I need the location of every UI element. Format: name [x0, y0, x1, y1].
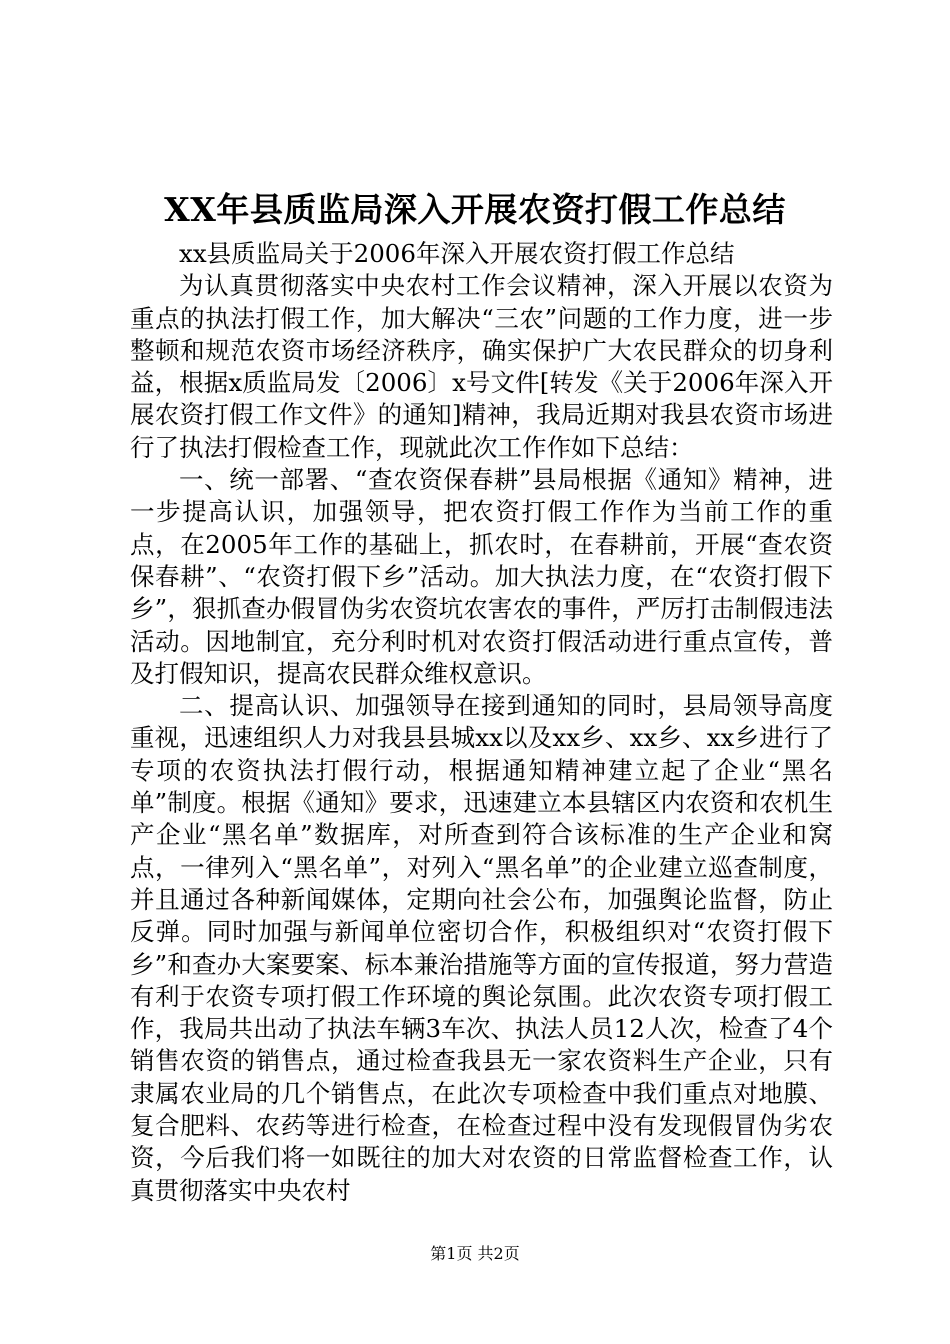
page-footer: 第1页 共2页	[430, 1244, 520, 1263]
paragraph-section-2: 二、提高认识、加强领导在接到通知的同时，县局领导高度重视，迅速组织人力对我县县城xx以及xx乡、xx乡、xx乡进行了专项的农资执法打假行动，根据通知精神建立起了企业“黑名单”制度。根据《通知》要求，迅速建立本县辖区内农资和农机生产企业“黑名单”数据库，对所查到符合该标准的生产企业和窝点，一律列入“黑名单”，对列入“黑名单”的企业建立巡查制度，并且通过各种新闻媒体，定期向社会公布，加强舆论监督，防止反弹。同时加强与新闻单位密切合作，积极组织对“农资打假下乡”和查办大案要案、标本兼治措施等方面的宣传报道，努力营造有利于农资专项打假工作环境的舆论氛围。此次农资专项打假工作，我局共出动了执法车辆3车次、执法人员12人次，检查了4个销售农资的销售点，通过检查我县无一家农资料生产企业，只有隶属农业局的几个销售点，在此次专项检查中我们重点对地膜、复合肥料、农药等进行检查，在检查过程中没有发现假冒伪劣农资，今后我们将一如既往的加大对农资的日常监督检查工作，认真贯彻落实中央农村	[130, 691, 833, 1205]
document-title: XX年县质监局深入开展农资打假工作总结	[164, 190, 786, 229]
paragraph-subtitle: xx县质监局关于2006年深入开展农资打假工作总结	[179, 239, 735, 268]
paragraph-intro: 为认真贯彻落实中央农村工作会议精神，深入开展以农资为重点的执法打假工作，加大解决“三农”问题的工作力度，进一步整顿和规范农资市场经济秩序，确实保护广大农民群众的切身利益，根据x质监局发〔2006〕x号文件[转发《关于2006年深入开展农资打假工作文件》的通知]精神，我局近期对我县农资市场进行了执法打假检查工作，现就此次工作作如下总结：	[130, 271, 833, 462]
document-body	[130, 238, 833, 1207]
paragraph-section-1: 一、统一部署、“查农资保春耕”县局根据《通知》精神，进一步提高认识，加强领导，把农资打假工作作为当前工作的重点，在2005年工作的基础上，抓农时，在春耕前，开展“查农资保春耕”、“农资打假下乡”活动。加大执法力度，在“农资打假下乡”，狠抓查办假冒伪劣农资坑农害农的事件，严厉打击制假违法活动。因地制宜，充分利时机对农资打假活动进行重点宣传，普及打假知识，提高农民群众维权意识。	[130, 465, 833, 688]
